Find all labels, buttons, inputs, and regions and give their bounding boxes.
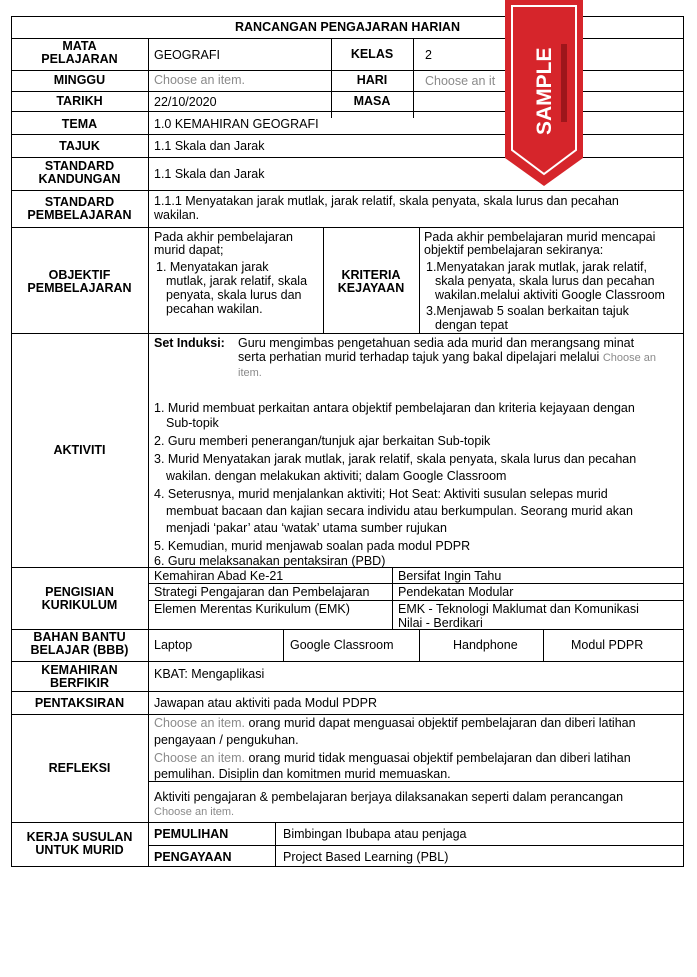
kurikulum-cell[interactable]: Nilai - Berdikari [398,616,483,630]
objektif-line[interactable]: mutlak, jarak relatif, skala [166,274,308,288]
aktiviti-step[interactable]: 4. Seterusnya, murid menjalankan aktiviti; Hot Seat: Aktiviti susulan selepas murid [154,487,608,501]
aktiviti-step[interactable]: 3. Murid Menyatakan jarak mutlak, jarak relatif, skala penyata, skala lurus dan pecahan [154,452,637,466]
induksi-dropdown[interactable]: Choose an [602,352,657,364]
standard-pembelajaran-line[interactable]: wakilan. [154,208,200,222]
refleksi-line[interactable]: Choose an item. orang murid tidak menguasai objektif pembelajaran dan diberi latihan [154,751,631,765]
refleksi-dropdown[interactable]: Choose an item. [154,716,246,730]
kurikulum-cell[interactable]: EMK - Teknologi Maklumat dan Komunikasi [398,602,639,616]
mata-pelajaran-value[interactable]: GEOGRAFI [154,48,220,62]
kriteria-line[interactable]: 1.Menyatakan jarak mutlak, jarak relatif, [426,260,647,274]
set-induksi-label: Set Induksi: [154,336,225,350]
hari-label: HARI [356,73,388,87]
kemahiran-value[interactable]: KBAT: Mengaplikasi [154,667,265,681]
aktiviti-step[interactable]: 2. Guru memberi penerangan/tunjuk ajar berkaitan Sub-topik [154,434,491,448]
tajuk-label: TAJUK [59,139,100,153]
kerja-susulan-label: KERJA SUSULAN UNTUK MURID [26,830,133,857]
tema-value[interactable]: 1.0 KEMAHIRAN GEOGRAFI [154,117,319,131]
pemulihan-value[interactable]: Bimbingan Ibubapa atau penjaga [283,827,467,841]
aktiviti-step[interactable]: membuat bacaan dan kajian secara individu atau berkumpulan. Seorang murid akan [166,504,633,518]
kurikulum-cell[interactable]: Bersifat Ingin Tahu [398,569,502,583]
mata-pelajaran-label: MATA PELAJARAN [41,39,118,66]
objektif-line[interactable]: Pada akhir pembelajaran [154,230,293,244]
kelas-value[interactable]: 2 [425,48,432,62]
tarikh-label: TARIKH [56,94,103,108]
aktiviti-step[interactable]: menjadi ‘pakar’ atau ‘watak’ utama sumber rujukan [166,521,447,535]
standard-pembelajaran-label: STANDARD PEMBELAJARAN [27,195,132,222]
aktiviti-label: AKTIVITI [53,443,106,457]
tema-label: TEMA [61,117,98,131]
pengisian-kurikulum-label: PENGISIAN KURIKULUM [41,585,118,612]
tarikh-value[interactable]: 22/10/2020 [154,95,217,109]
minggu-label: MINGGU [53,73,106,87]
refleksi-label: REFLEKSI [48,761,111,775]
kemahiran-berfikir-label: KEMAHIRAN BERFIKIR [41,663,118,690]
kriteria-line[interactable]: objektif pembelajaran sekiranya: [424,243,604,257]
masa-label: MASA [353,94,391,108]
tajuk-value[interactable]: 1.1 Skala dan Jarak [154,139,265,153]
pemulihan-label: PEMULIHAN [154,827,229,841]
ribbon-text: SAMPLE [533,47,556,135]
induksi-line[interactable]: Guru mengimbas pengetahuan sedia ada murid dan merangsang minat [238,336,635,350]
kriteria-line[interactable]: 3.Menjawab 5 soalan berkaitan tajuk [426,304,629,318]
hari-dropdown[interactable]: Choose an it [425,74,496,88]
kriteria-line[interactable]: Pada akhir pembelajaran murid mencapai [424,230,656,244]
ribbon-small-strip [561,44,567,122]
kurikulum-cell[interactable]: Kemahiran Abad Ke-21 [154,569,284,583]
refleksi-dropdown[interactable]: Choose an item. [154,806,235,818]
pentaksiran-label: PENTAKSIRAN [34,696,125,710]
bbb-item[interactable]: Laptop [154,638,193,652]
kurikulum-cell[interactable]: Strategi Pengajaran dan Pembelajaran [154,585,370,599]
kurikulum-cell[interactable]: Elemen Merentas Kurikulum (EMK) [154,602,350,616]
refleksi-dropdown[interactable]: Choose an item. [154,751,246,765]
objektif-line[interactable]: 1. Menyatakan jarak [156,260,269,274]
sample-ribbon [503,0,585,190]
objektif-line[interactable]: murid dapat; [154,243,224,257]
objektif-label: OBJEKTIF PEMBELAJARAN [27,268,132,295]
standard-pembelajaran-line[interactable]: 1.1.1 Menyatakan jarak mutlak, jarak relatif, skala penyata, skala lurus dan pecahan [154,194,619,208]
pentaksiran-value[interactable]: Jawapan atau aktiviti pada Modul PDPR [154,696,378,710]
kriteria-line[interactable]: skala penyata, skala lurus dan pecahan [435,274,655,288]
kurikulum-cell[interactable]: Pendekatan Modular [398,585,514,599]
kriteria-kejayaan-label: KRITERIA KEJAYAAN [337,268,405,295]
bbb-label: BAHAN BANTU BELAJAR (BBB) [30,630,129,657]
pengayaan-label: PENGAYAAN [154,850,232,864]
refleksi-line[interactable]: pemulihan. Disiplin dan komitmen murid memuaskan. [154,767,451,781]
kriteria-line[interactable]: wakilan.melalui aktiviti Google Classroom [435,288,665,302]
aktiviti-step[interactable]: 6. Guru melaksanakan pentaksiran (PBD) [154,554,386,568]
aktiviti-step[interactable]: wakilan. dengan melakukan aktiviti; dalam Google Classroom [166,469,507,483]
aktiviti-step[interactable]: 1. Murid membuat perkaitan antara objektif pembelajaran dan kriteria kejayaan dengan [154,401,635,415]
bbb-item[interactable]: Handphone [453,638,518,652]
pengayaan-value[interactable]: Project Based Learning (PBL) [283,850,449,864]
aktiviti-step[interactable]: 5. Kemudian, murid menjawab soalan pada modul PDPR [154,539,471,553]
objektif-line[interactable]: pecahan wakilan. [166,302,263,316]
refleksi-line[interactable]: pengayaan / pengukuhan. [154,733,299,747]
minggu-dropdown[interactable]: Choose an item. [154,73,246,87]
aktiviti-step[interactable]: Sub-topik [166,416,219,430]
induksi-line[interactable]: serta perhatian murid terhadap tajuk yang bakal dipelajari melalui Choose an [238,350,657,364]
kriteria-line[interactable]: dengan tepat [435,318,508,332]
kelas-label: KELAS [350,47,394,61]
bbb-item[interactable]: Modul PDPR [571,638,644,652]
bbb-item[interactable]: Google Classroom [290,638,394,652]
page-title: RANCANGAN PENGAJARAN HARIAN [234,20,460,34]
objektif-line[interactable]: penyata, skala lurus dan [166,288,302,302]
induksi-dropdown[interactable]: item. [238,367,262,379]
refleksi-line[interactable]: Aktiviti pengajaran & pembelajaran berjaya dilaksanakan seperti dalam perancangan [154,790,624,804]
standard-kandungan-value[interactable]: 1.1 Skala dan Jarak [154,167,265,181]
standard-kandungan-label: STANDARD KANDUNGAN [38,159,121,186]
refleksi-line[interactable]: Choose an item. orang murid dapat menguasai objektif pembelajaran dan diberi latihan [154,716,636,730]
